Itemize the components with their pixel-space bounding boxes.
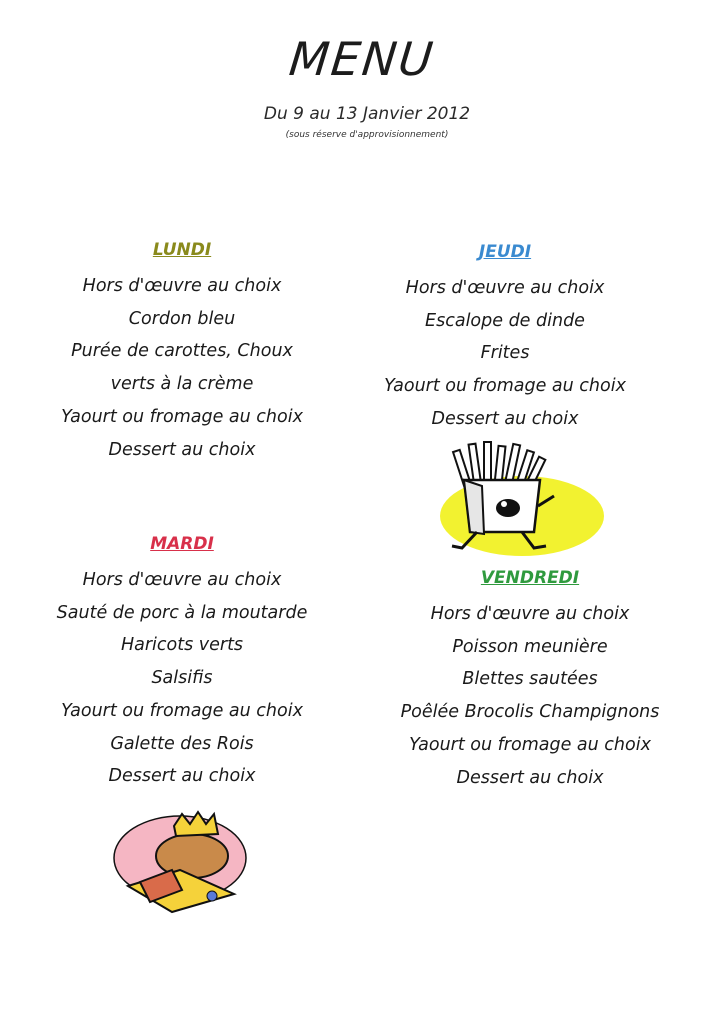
dish-item: Dessert au choix xyxy=(431,408,579,429)
dish-item: Sauté de porc à la moutarde xyxy=(56,602,308,623)
dish-item: Hors d'œuvre au choix xyxy=(405,278,605,298)
dish-item: Cordon bleu xyxy=(128,308,236,329)
dish-item: Dessert au choix xyxy=(456,767,604,788)
dish-item: Blettes sautées xyxy=(462,669,598,690)
dish-item: Hors d'œuvre au choix xyxy=(82,276,282,296)
fries-eye xyxy=(501,501,507,507)
dish-item: verts à la crème xyxy=(110,374,254,395)
day-mardi xyxy=(32,534,332,793)
day-jeudi xyxy=(355,242,655,436)
dish-item: Dessert au choix xyxy=(108,439,256,460)
feve-icon xyxy=(207,891,217,901)
dish-item: Yaourt ou fromage au choix xyxy=(384,376,626,397)
dish-item: Frites xyxy=(480,343,530,364)
dish-item: Yaourt ou fromage au choix xyxy=(61,406,303,427)
dish-item: Poêlée Brocolis Champignons xyxy=(400,702,660,723)
day-title-lundi: LUNDI xyxy=(152,240,212,260)
dish-item: Dessert au choix xyxy=(108,766,256,787)
menu-dates: Du 9 au 13 Janvier 2012 xyxy=(263,104,471,124)
day-lundi xyxy=(32,240,332,466)
dish-item: Yaourt ou fromage au choix xyxy=(61,700,303,721)
day-title-vendredi: VENDREDI xyxy=(480,568,580,588)
day-vendredi xyxy=(355,568,705,794)
dish-item: Purée de carottes, Choux xyxy=(71,341,293,362)
dish-item: Salsifis xyxy=(151,668,213,689)
dish-item: Yaourt ou fromage au choix xyxy=(409,734,651,755)
dish-item: Poisson meunière xyxy=(452,636,608,657)
dish-item: Hors d'œuvre au choix xyxy=(430,604,630,624)
dish-item: Galette des Rois xyxy=(110,733,254,754)
day-title-jeudi: JEUDI xyxy=(478,242,532,262)
galette-illustration xyxy=(110,808,250,918)
crown-icon xyxy=(174,812,218,836)
dish-item: Haricots verts xyxy=(120,635,244,656)
dish-item: Escalope de dinde xyxy=(425,310,585,331)
supply-note: (sous réserve d'approvisionnement) xyxy=(285,130,449,140)
fries-face-mouth xyxy=(496,499,520,517)
page-title: MENU xyxy=(286,32,438,86)
day-title-mardi: MARDI xyxy=(150,534,214,554)
dish-item: Hors d'œuvre au choix xyxy=(82,570,282,590)
fries-illustration xyxy=(422,436,604,560)
